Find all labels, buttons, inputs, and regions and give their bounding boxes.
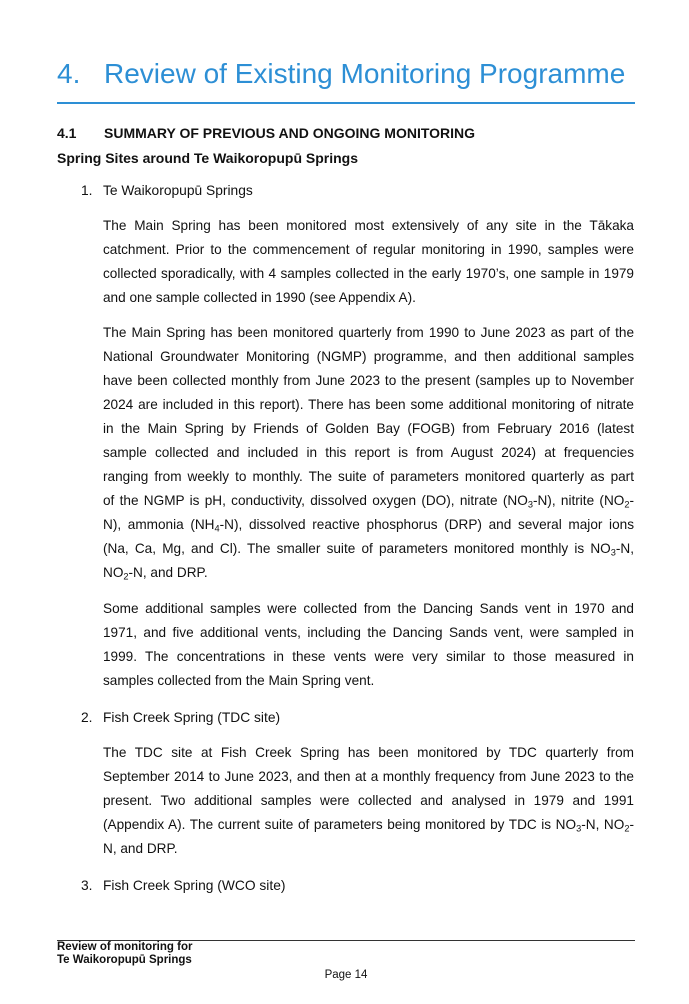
paragraph-line: and one sample collected in 1990 (see Appendix A). (103, 290, 416, 305)
subscript: 4 (214, 523, 220, 534)
paragraph-line (103, 537, 634, 561)
paragraph-line: The TDC site at Fish Creek Spring has been monitored by TDC quarterly from (103, 745, 634, 760)
paragraph-line (103, 513, 634, 537)
paragraph-line (103, 561, 634, 585)
paragraph (103, 214, 634, 310)
list-item-title: Te Waikoropupū Springs (103, 183, 253, 198)
paragraph-line: N, and DRP. (103, 841, 178, 856)
paragraph-line (103, 489, 634, 513)
paragraph-line: sample collected and included in this report is from August 2024) at frequencies (103, 445, 634, 460)
paragraph-line: 1999. The concentrations in these vents were very similar to those measured in (103, 649, 634, 664)
paragraph-line: ranging from weekly to monthly. The suite of parameters monitored quarterly as part (103, 469, 634, 484)
subscript: 3 (527, 499, 533, 510)
paragraph-line: collected sporadically, with 4 samples collected in the early 1970’s, one sample in 1979 (103, 266, 634, 281)
paragraph-line: September 2014 to June 2023, and then at a monthly frequency from June 2023 to the (103, 769, 634, 784)
text-run: -N, (615, 541, 634, 556)
subscript: 2 (624, 499, 630, 510)
paragraph-line: have been collected monthly from June 2023 to the present (samples up to November (103, 373, 634, 388)
list-item-number: 3. (81, 878, 93, 893)
subscript: 2 (123, 571, 129, 582)
text-run: of the NGMP is pH, conductivity, dissolved oxygen (DO), nitrate (NO (103, 493, 528, 508)
section-number: 4.1 (57, 125, 77, 141)
footer-doc-title-line1: Review of monitoring for (57, 941, 193, 953)
text-run: -N, NO (581, 817, 625, 832)
heading-divider (57, 102, 635, 104)
subscript: 3 (610, 547, 616, 558)
paragraph-line: 2024 are included in this report). There has been some additional monitoring of nitrate (103, 397, 634, 412)
paragraph-line: The Main Spring has been monitored quarterly from 1990 to June 2023 as part of the (103, 325, 634, 340)
paragraph-line: National Groundwater Monitoring (NGMP) programme, and then additional samples (103, 349, 634, 364)
chapter-title: Review of Existing Monitoring Programme (104, 58, 626, 89)
subheading: Spring Sites around Te Waikoropupū Springs (57, 150, 359, 166)
text-run: -N), nitrite (NO (532, 493, 625, 508)
text-run: - (629, 817, 634, 832)
paragraph-line: catchment. Prior to the commencement of regular monitoring in 1990, samples were (103, 242, 634, 257)
section-title: SUMMARY OF PREVIOUS AND ONGOING MONITORING (104, 125, 476, 141)
text-run: NO (103, 565, 124, 580)
list-item-number: 1. (81, 183, 93, 198)
paragraph (103, 597, 634, 693)
chapter-number: 4. (57, 58, 81, 89)
text-run: N), ammonia (NH (103, 517, 215, 532)
paragraph-line: present. Two additional samples were collected and analysed in 1979 and 1991 (103, 793, 634, 808)
paragraph-line: Some additional samples were collected from the Dancing Sands vent in 1970 and (103, 601, 634, 616)
subscript: 2 (624, 823, 630, 834)
list-item-number: 2. (81, 710, 93, 725)
subscript: 3 (576, 823, 582, 834)
paragraph (103, 321, 634, 585)
paragraph (103, 741, 634, 861)
text-run: -N), dissolved reactive phosphorus (DRP) and several major ions (219, 517, 634, 532)
text-run: (Appendix A). The current suite of parameters being monitored by TDC is NO (103, 817, 577, 832)
paragraph-line: in the Main Spring by Friends of Golden Bay (FOGB) from February 2016 (latest (103, 421, 634, 436)
paragraph-line (103, 813, 634, 837)
list-item-title: Fish Creek Spring (WCO site) (103, 878, 286, 893)
text-run: (Na, Ca, Mg, and Cl). The smaller suite of parameters monitored monthly is NO (103, 541, 611, 556)
paragraph-line: samples collected from the Main Spring vent. (103, 673, 375, 688)
text-run: - (629, 493, 634, 508)
page-number: Page 14 (324, 969, 368, 981)
paragraph-line: The Main Spring has been monitored most extensively of any site in the Tākaka (103, 218, 634, 233)
footer-doc-title-line2: Te Waikoropupū Springs (57, 954, 192, 966)
list-item-title: Fish Creek Spring (TDC site) (103, 710, 281, 725)
paragraph-line: 1971, and five additional vents, including the Dancing Sands vent, were sampled in (103, 625, 634, 640)
text-run: -N, and DRP. (128, 565, 208, 580)
